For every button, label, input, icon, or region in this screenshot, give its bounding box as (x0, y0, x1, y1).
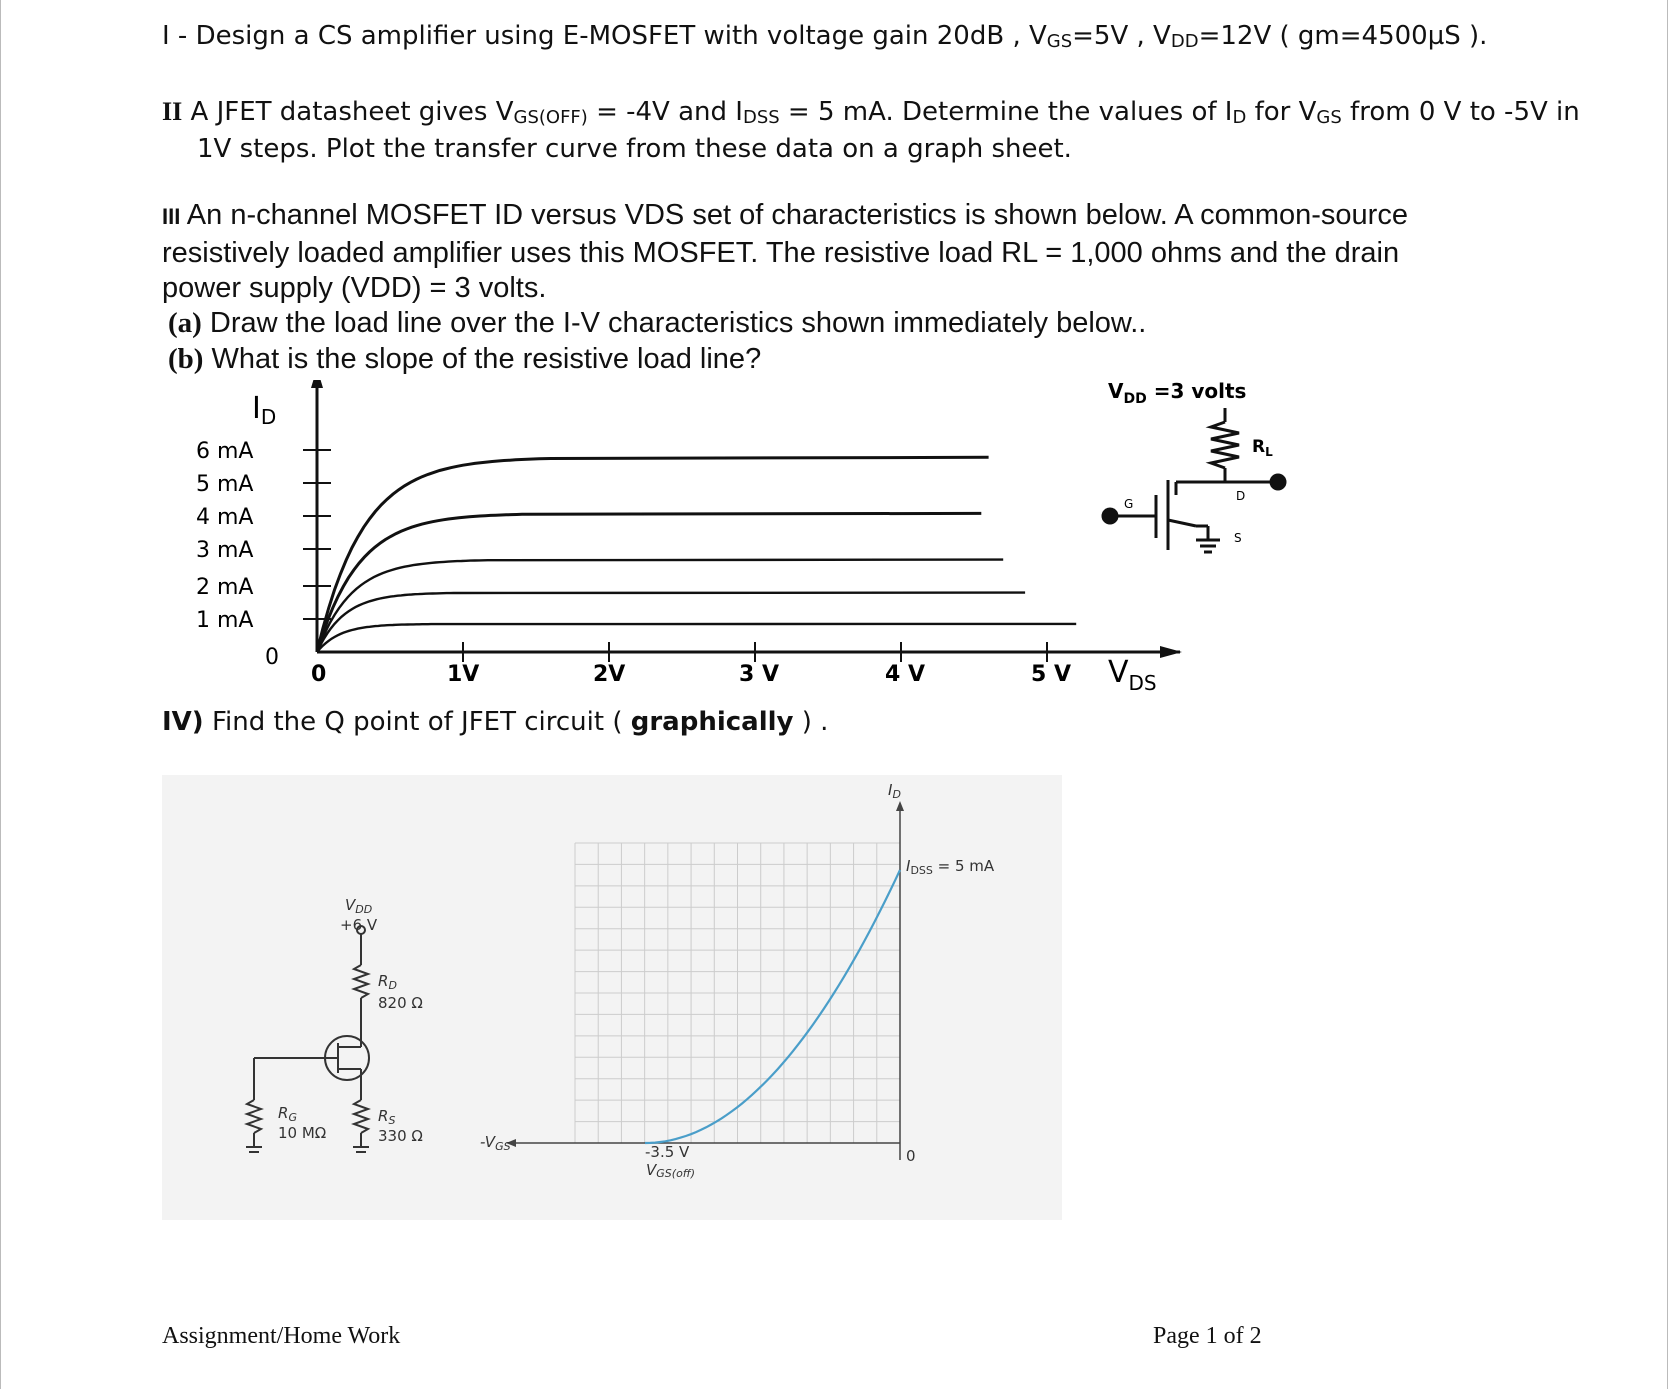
y-tick-label: 3 mA (196, 538, 254, 563)
rg-label: $R_G$ (278, 1104, 297, 1124)
jfet-vdd-label: $V_{DD}$ (345, 896, 373, 916)
q1-text: =5V , V (1072, 21, 1171, 51)
q3-part-b (168, 341, 761, 377)
q4-text: ) . (793, 707, 829, 737)
q3-text: An n-channel MOSFET ID versus VDS set of characteristics is shown below. A common-source (180, 199, 1408, 231)
rd-label: $R_D$ (378, 972, 397, 992)
y-axis-label: $I_D$ (252, 391, 277, 429)
rs-label: $R_S$ (378, 1107, 396, 1127)
question-2 (162, 94, 1580, 136)
q2-sub: D (1232, 107, 1247, 128)
vgs-axis-label: $-V_{GS}$ (480, 1133, 511, 1153)
q3-line3: power supply (VDD) = 3 volts. (162, 272, 547, 304)
mosfet-chart-curves (317, 457, 1076, 652)
q1-sub: DD (1170, 31, 1199, 52)
y-tick-label: 1 mA (196, 608, 254, 633)
x-tick-label: 3 V (739, 662, 779, 687)
q3-a-text: Draw the load line over the I-V characteristics shown immediately below.. (201, 307, 1147, 339)
x-axis-label: $V_{DS}$ (1108, 655, 1157, 695)
drain-label: D (1236, 489, 1246, 503)
source-label: S (1234, 531, 1242, 545)
y-axis-arrow (311, 380, 323, 388)
drain-terminal (1271, 475, 1285, 489)
gate-terminal (1103, 509, 1117, 523)
rs-value: 330 Ω (378, 1127, 423, 1145)
x-tick-label: 1V (447, 662, 480, 687)
source-lead (1168, 520, 1196, 526)
q3-b-text: What is the slope of the resistive load line? (203, 343, 762, 375)
y-tick-label: 2 mA (196, 575, 254, 600)
x-tick-label: 0 (311, 662, 327, 687)
q4-text: Find the Q point of JFET circuit ( (203, 707, 631, 737)
q2-line2: 1V steps. Plot the transfer curve from these data on a graph sheet. (197, 134, 1072, 164)
jfet-circuit-panel (162, 775, 1062, 1220)
id-vds-curve-3 (317, 560, 1003, 652)
q1-sub: GS (1046, 31, 1073, 52)
q2-text: A JFET datasheet gives V (182, 97, 514, 127)
x-axis-arrow (1160, 646, 1182, 658)
question-4 (162, 704, 828, 740)
q2-text: = 5 mA. Determine the values of I (779, 97, 1233, 127)
q3-number: III (162, 204, 181, 229)
jfet-vdd-value: +6 V (340, 916, 378, 934)
gate-label: G (1124, 497, 1134, 511)
id-vds-curve-5 (317, 624, 1076, 652)
rd-value: 820 Ω (378, 994, 423, 1012)
panel-background (162, 775, 1062, 1220)
q4-number: IV) (162, 707, 204, 737)
q2-number: II (162, 97, 183, 126)
q2-text: = -4V and I (587, 97, 743, 127)
vgs-off-name: VGS(off) (646, 1161, 696, 1180)
q2-text: from 0 V to -5V in (1341, 97, 1580, 127)
rl-resistor-symbol (1211, 422, 1239, 468)
idss-label: $I_{DSS} = 5$ mA (906, 857, 995, 877)
y-tick-label: 4 mA (196, 505, 254, 530)
id-vds-curve-2 (317, 513, 981, 652)
q1-number: I (162, 21, 170, 51)
q2-sub: DSS (742, 107, 780, 128)
id-axis-label: $I_D$ (888, 781, 901, 801)
mosfet-circuit-schematic (1103, 408, 1285, 552)
footer-left: Assignment/Home Work (162, 1323, 401, 1349)
vgs-off-value: -3.5 V (645, 1143, 690, 1161)
q3-a-label: (a) (168, 307, 202, 339)
mosfet-chart-labels (196, 391, 1157, 695)
q1-text: =12V ( gm=4500µS ). (1198, 21, 1488, 51)
y-tick-label: 6 mA (196, 439, 254, 464)
x-tick-label: 5 V (1031, 662, 1071, 687)
footer-page-number: Page 1 of 2 (1153, 1323, 1262, 1349)
rg-value: 10 MΩ (278, 1124, 327, 1142)
q2-text: for V (1246, 97, 1317, 127)
q1-text: - Design a CS amplifier using E-MOSFET with voltage gain 20dB , V (169, 21, 1047, 51)
q3-b-label: (b) (168, 343, 204, 375)
q3-part-a (168, 305, 1146, 341)
q3-line2: resistively loaded amplifier uses this MOSFET. The resistive load RL = 1,000 ohms and the drain (162, 237, 1400, 269)
x-tick-label: 4 V (885, 662, 925, 687)
origin-label: 0 (906, 1147, 916, 1165)
question-1 (162, 18, 1487, 60)
q2-sub: GS (1316, 107, 1342, 128)
q4-bold-text: graphically (630, 707, 794, 737)
y-tick-label: 5 mA (196, 472, 254, 497)
q2-sub: GS(OFF) (513, 107, 588, 128)
mosfet-id-vds-chart (0, 380, 1668, 710)
id-vds-curve-4 (317, 593, 1025, 652)
question-3 (162, 197, 1408, 235)
vdd-label: $V_{DD} =3$ volts (1108, 380, 1247, 407)
rl-label: $R_L$ (1252, 437, 1273, 459)
x-tick-label: 2V (593, 662, 626, 687)
y-tick-label: 0 (265, 645, 279, 670)
